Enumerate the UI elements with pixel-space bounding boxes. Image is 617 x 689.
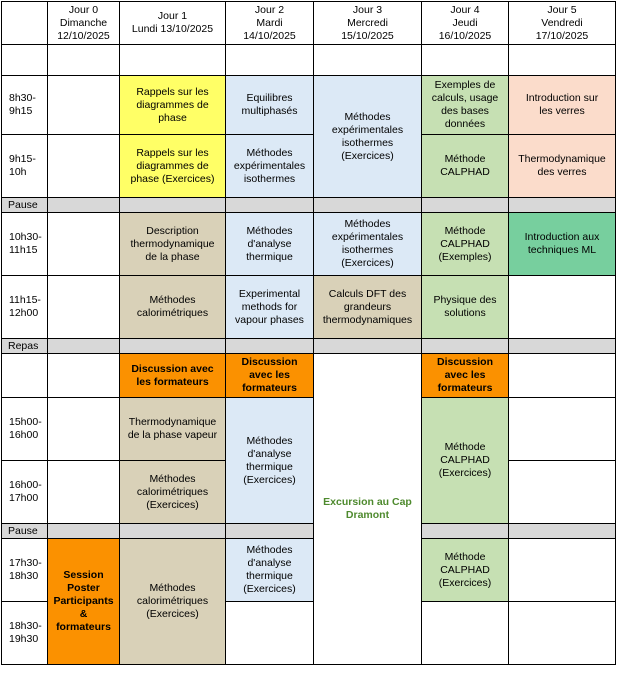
schedule-table — [1, 1, 616, 665]
session-cell: Méthodes expérimentales isothermes (Exercices) — [314, 76, 422, 198]
empty-row — [2, 45, 616, 76]
poster-cell: Session Poster Participants & formateurs — [48, 539, 120, 665]
header-row — [2, 2, 616, 45]
time-label: 17h30- 18h30 — [2, 539, 48, 602]
header-day-0: Jour 0 Dimanche 12/10/2025 — [48, 2, 120, 45]
row-discussion — [2, 354, 616, 398]
pause-row — [2, 198, 616, 213]
empty-cell — [48, 213, 120, 276]
time-label: 18h30- 19h30 — [2, 602, 48, 665]
empty-cell — [48, 398, 120, 461]
session-cell: Méthodes calorimétriques — [120, 276, 226, 339]
time-label: 10h30- 11h15 — [2, 213, 48, 276]
session-cell: Méthode CALPHAD (Exercices) — [422, 539, 509, 602]
session-cell: Méthodes calorimétriques (Exercices) — [120, 539, 226, 665]
empty-cell — [48, 461, 120, 524]
empty-cell — [48, 76, 120, 135]
session-cell: Méthodes d'analyse thermique (Exercices) — [226, 539, 314, 602]
discussion-cell: Discussion avec les formateurs — [120, 354, 226, 398]
empty-cell — [509, 539, 616, 602]
session-cell: Méthodes calorimétriques (Exercices) — [120, 461, 226, 524]
session-cell: Introduction aux techniques ML — [509, 213, 616, 276]
session-cell: Méthode CALPHAD (Exemples) — [422, 213, 509, 276]
repas-row — [2, 339, 616, 354]
time-label: 11h15- 12h00 — [2, 276, 48, 339]
row-t7 — [2, 539, 616, 602]
session-cell: Experimental methods for vapour phases — [226, 276, 314, 339]
empty-cell — [422, 602, 509, 665]
session-cell: Thermodynamique de la phase vapeur — [120, 398, 226, 461]
discussion-cell: Discussion avec les formateurs — [226, 354, 314, 398]
session-cell: Méthodes expérimentales isothermes — [226, 135, 314, 198]
corner-cell — [2, 2, 48, 45]
time-label: 16h00- 17h00 — [2, 461, 48, 524]
header-day-2: Jour 2 Mardi 14/10/2025 — [226, 2, 314, 45]
time-label: 9h15- 10h — [2, 135, 48, 198]
empty-cell — [48, 276, 120, 339]
empty-cell — [226, 602, 314, 665]
session-cell: Rappels sur les diagrammes de phase — [120, 76, 226, 135]
session-cell: Rappels sur les diagrammes de phase (Exercices) — [120, 135, 226, 198]
session-cell: Thermodynamique des verres — [509, 135, 616, 198]
row-t1 — [2, 76, 616, 135]
empty-cell — [509, 276, 616, 339]
empty-cell — [509, 602, 616, 665]
session-cell: Physique des solutions — [422, 276, 509, 339]
repas-label: Repas — [2, 339, 48, 354]
excursion-cell: Excursion au Cap Dramont — [314, 354, 422, 665]
row-t2 — [2, 135, 616, 198]
session-cell: Méthode CALPHAD (Exercices) — [422, 398, 509, 524]
empty-cell — [509, 398, 616, 461]
session-cell: Méthodes d'analyse thermique (Exercices) — [226, 398, 314, 524]
empty-cell — [509, 354, 616, 398]
header-day-4: Jour 4 Jeudi 16/10/2025 — [422, 2, 509, 45]
row-t5 — [2, 398, 616, 461]
time-label: 15h00- 16h00 — [2, 398, 48, 461]
session-cell: Introduction sur les verres — [509, 76, 616, 135]
discussion-cell: Discussion avec les formateurs — [422, 354, 509, 398]
session-cell: Méthodes expérimentales isothermes (Exercices) — [314, 213, 422, 276]
session-cell: Calculs DFT des grandeurs thermodynamiques — [314, 276, 422, 339]
session-cell: Description thermodynamique de la phase — [120, 213, 226, 276]
session-cell: Equilibres multiphasés — [226, 76, 314, 135]
pause-row-2 — [2, 524, 616, 539]
row-t4 — [2, 276, 616, 339]
empty-cell — [509, 461, 616, 524]
empty-cell — [48, 135, 120, 198]
header-day-3: Jour 3 Mercredi 15/10/2025 — [314, 2, 422, 45]
empty-cell — [2, 354, 48, 398]
header-day-1: Jour 1 Lundi 13/10/2025 — [120, 2, 226, 45]
time-label: 8h30- 9h15 — [2, 76, 48, 135]
session-cell: Méthode CALPHAD — [422, 135, 509, 198]
header-day-5: Jour 5 Vendredi 17/10/2025 — [509, 2, 616, 45]
pause-label: Pause — [2, 524, 48, 539]
empty-cell — [48, 354, 120, 398]
pause-label: Pause — [2, 198, 48, 213]
row-t3 — [2, 213, 616, 276]
session-cell: Exemples de calculs, usage des bases données — [422, 76, 509, 135]
session-cell: Méthodes d'analyse thermique — [226, 213, 314, 276]
